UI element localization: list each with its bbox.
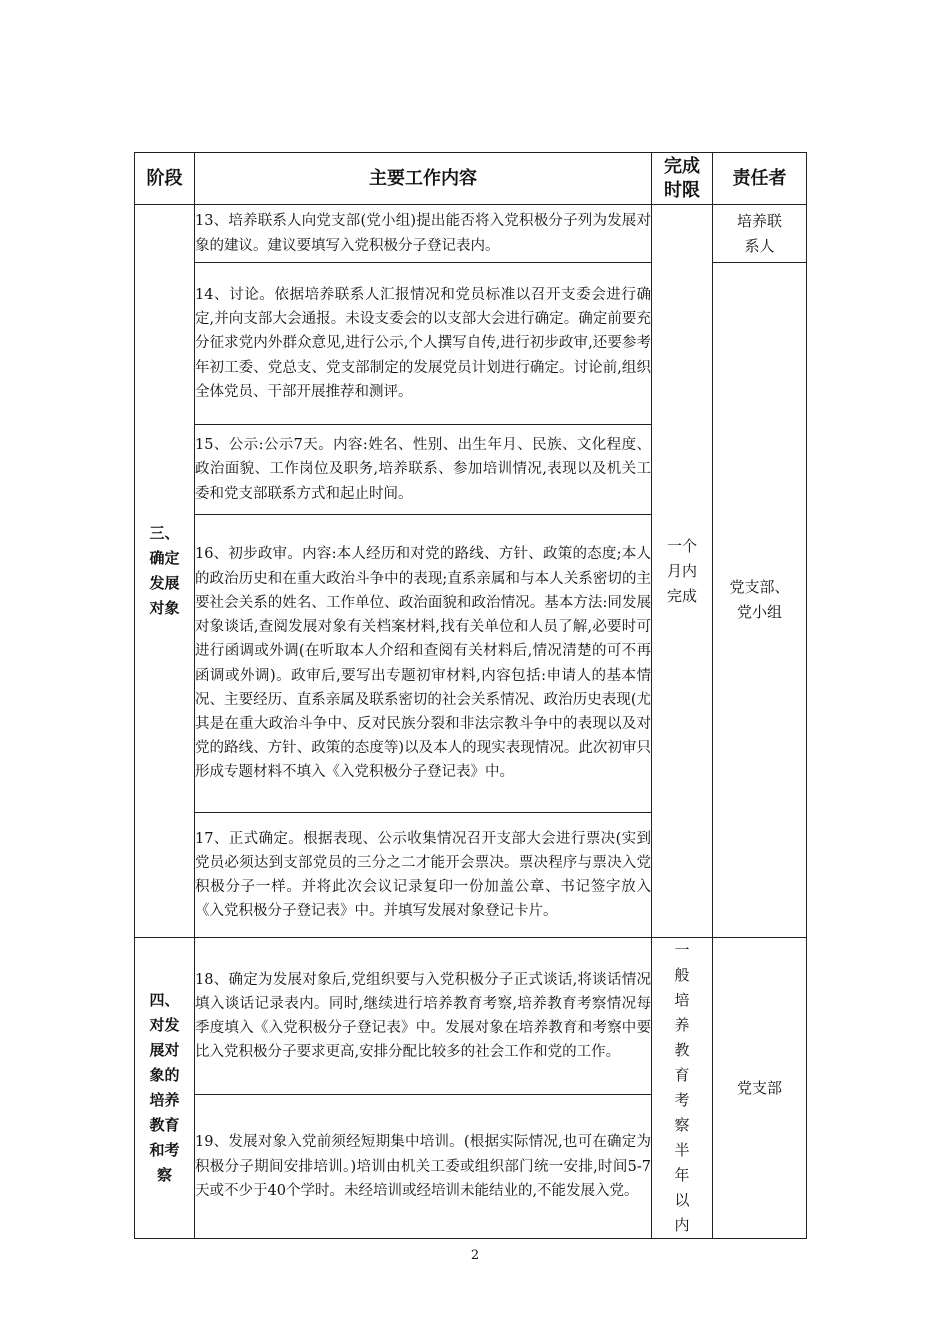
header-deadline-text: 完成时限 [664,155,700,201]
owner-item13-text: 培养联系人 [736,211,782,255]
stage3-label-cell [135,205,195,938]
stage4-deadline-cell [652,938,713,1239]
owner-stage4-text: 党支部 [736,1078,782,1097]
stage3-label: 三、确定发展对象 [149,524,180,617]
header-owner: 责任者 [713,153,807,205]
header-content: 主要工作内容 [195,153,652,205]
table-row [135,938,807,1095]
work-table [134,152,807,1239]
item-17: 17、正式确定。根据表现、公示收集情况召开支部大会进行票决(实到党员必须达到支部党员的三分之二才能开会票决。票决程序与票决入党积极分子一样。并将此次会议记录复印一份加盖公章、书记签字放入《入党积极分子登记表》中。并填写发展对象登记卡片。 [195,813,652,938]
item-19: 19、发展对象入党前须经短期集中培训。(根据实际情况,也可在确定为积极分子期间安排培训。)培训由机关工委或组织部门统一安排,时间5-7天或不少于40个学时。未经培训或经培训未能结业的,不能发展入党。 [195,1095,652,1239]
item-15: 15、公示:公示7天。内容:姓名、性别、出生年月、民族、文化程度、政治面貌、工作岗位及职务,培养联系、参加培训情况,表现以及机关工委和党支部联系方式和起止时间。 [195,425,652,515]
header-stage: 阶段 [135,153,195,205]
table-row [135,205,807,263]
item-18: 18、确定为发展对象后,党组织要与入党积极分子正式谈话,将谈话情况填入谈话记录表内。同时,继续进行培养教育考察,培养教育考察情况每季度填入《入党积极分子登记表》中。发展对象在培养教育和考察中要比入党积极分子要求更高,安排分配比较多的社会工作和党的工作。 [195,938,652,1095]
owner-stage4-cell [713,938,807,1239]
stage4-label: 四、对发展对象的培养教育和考察 [149,991,180,1184]
owner-stage3-cell [713,263,807,938]
page-number: 2 [470,1248,480,1263]
owner-item13 [713,205,807,263]
stage3-deadline: 一个月内完成 [666,536,697,605]
stage4-deadline: 一般培养教育考察半年以内 [674,941,690,1234]
owner-stage3-text: 党支部、党小组 [729,578,790,621]
item-16: 16、初步政审。内容:本人经历和对党的路线、方针、政策的态度;本人的政治历史和在重大政治斗争中的表现;直系亲属和与本人关系密切的主要社会关系的姓名、工作单位、政治面貌和政治情况。基本方法:同发展对象谈话,查阅发展对象有关档案材料,找有关单位和人员了解,必要时可进行函调或外调(在听取本人介绍和查阅有关材料后,情况清楚的可不再函调或外调)。政审后,要写出专题初审材料,内容包括:申请人的基本情况、主要经历、直系亲属及联系密切的社会关系情况、政治历史表现(尤其是在重大政治斗争中、反对民族分裂和非法宗教斗争中的表现以及对党的路线、方针、政策的态度等)以及本人的现实表现情况。此次初审只形成专题材料不填入《入党积极分子登记表》中。 [195,515,652,813]
item-14: 14、讨论。依据培养联系人汇报情况和党员标准以召开支委会进行确定,并向支部大会通报。未设支委会的以支部大会进行确定。确定前要充分征求党内外群众意见,进行公示,个人撰写自传,进行初步政审,还要参考年初工委、党总支、党支部制定的发展党员计划进行确定。讨论前,组织全体党员、干部开展推荐和测评。 [195,263,652,425]
item-13: 13、培养联系人向党支部(党小组)提出能否将入党积极分子列为发展对象的建议。建议要填写入党积极分子登记表内。 [195,205,652,263]
stage3-deadline-cell [652,205,713,938]
stage4-label-cell [135,938,195,1239]
header-deadline [652,153,713,205]
header-row [135,153,807,205]
